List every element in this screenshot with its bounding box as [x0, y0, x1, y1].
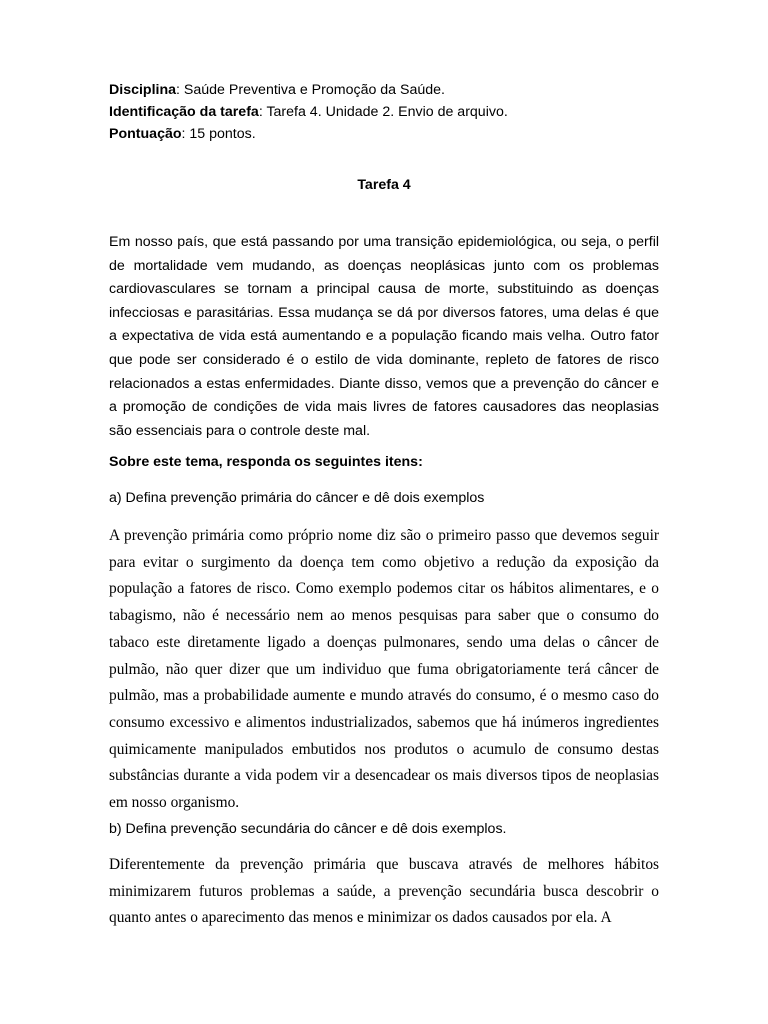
question-a: a) Defina prevenção primária do câncer e dê dois exemplos [109, 490, 485, 506]
score-line [109, 123, 659, 145]
page-title: Tarefa 4 [357, 177, 411, 193]
intro-paragraph: Em nosso país, que está passando por uma transição epidemiológica, ou seja, o perfil de mortalidade vem mudando, as doenças neoplásicas junto com os problemas cardiovasculares se tornam a principal causa de morte, substituindo as doenças infecciosas e parasitárias. Essa mudança se dá por diversos fatores, uma delas é que a expectativa de vida está aumentando e a população ficando mais velha. Outro fator que pode ser considerado é o estilo de vida dominante, repleto de fatores de risco relacionados a estas enfermidades. Diante disso, vemos que a prevenção do câncer e a promoção de condições de vida mais livres de fatores causadores das neoplasias são essenciais para o controle deste mal. [109, 234, 659, 439]
question-b: b) Defina prevenção secundária do câncer e dê dois exemplos. [109, 821, 507, 837]
answer-b: Diferentemente da prevenção primária que buscava através de melhores hábitos minimizarem futuros problemas a saúde, a prevenção secundária busca descobrir o quanto antes o aparecimento das menos e minimizar os dados causados por ela. A [109, 856, 659, 927]
score-label: Pontuação [109, 126, 182, 142]
assignment-header [109, 79, 659, 145]
discipline-line [109, 79, 659, 101]
questions-header: Sobre este tema, responda os seguintes itens: [109, 454, 423, 470]
task-id-label: Identificação da tarefa [109, 104, 259, 120]
score-value: : 15 pontos. [181, 126, 256, 142]
task-id-line [109, 101, 659, 123]
discipline-label: Disciplina [109, 82, 177, 98]
discipline-value: : Saúde Preventiva e Promoção da Saúde. [176, 82, 445, 98]
task-id-value: : Tarefa 4. Unidade 2. Envio de arquivo. [258, 104, 508, 120]
answer-a: A prevenção primária como próprio nome diz são o primeiro passo que devemos seguir para evitar o surgimento da doença tem como objetivo a redução da exposição da população a fatores de risco. Como exemplo podemos citar os hábitos alimentares, e o tabagismo, não é necessário nem ao menos pesquisas para saber que o consumo do tabaco este diretamente ligado a doenças pulmonares, sendo uma delas o câncer de pulmão, não quer dizer que um individuo que fuma obrigatoriamente terá câncer de pulmão, mas a probabilidade aumente e mundo através do consumo, é o mesmo caso do consumo excessivo e alimentos industrializados, sabemos que há inúmeros ingredientes quimicamente manipulados embutidos nos produtos o acumulo de consumo destas substâncias durante a vida podem vir a desencadear os mais diversos tipos de neoplasias em nosso organismo. [109, 527, 659, 812]
